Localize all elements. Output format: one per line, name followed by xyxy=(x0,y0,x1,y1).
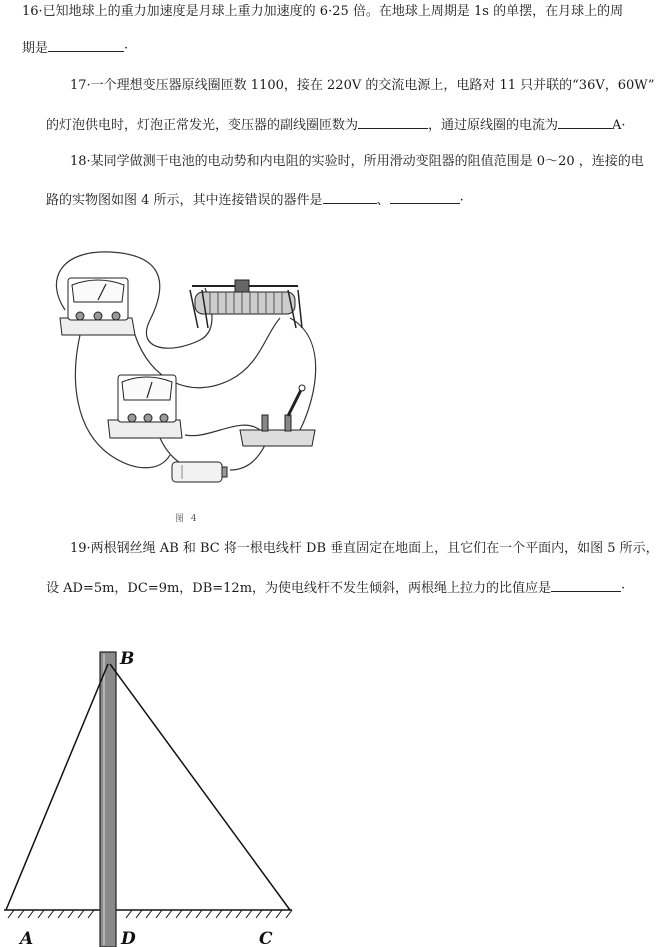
q19-line1: 19·两根钢丝绳 AB 和 BC 将一根电线杆 DB 垂直固定在地面上，且它们在一个平面内，如图 5 所示， xyxy=(70,541,659,556)
q16-line2 xyxy=(22,38,128,58)
battery xyxy=(172,462,227,482)
ammeter xyxy=(60,278,135,335)
q18-line2-prefix: 路的实物图如图 4 所示，其中连接错误的器件是 xyxy=(46,193,323,208)
q18-line2 xyxy=(46,190,464,210)
label-b: B xyxy=(120,649,135,669)
figure-5-pole-diagram xyxy=(0,640,320,947)
q17-line2 xyxy=(46,115,626,135)
figure-4-circuit xyxy=(40,240,340,500)
q19-line2-prefix: 设 AD=5m，DC=9m，DB=12m，为使电线杆不发生倾斜，两根绳上拉力的比值应是 xyxy=(46,581,552,596)
wire-rheostat-right xyxy=(290,318,316,430)
q18-line1: 18·某同学做测干电池的电动势和内电阻的实验时，所用滑动变阻器的阻值范围是 0～20 ，连接的电 xyxy=(70,154,644,169)
q19-line2-suffix: · xyxy=(621,581,626,596)
q17-answer-blank-2[interactable] xyxy=(558,115,612,129)
q18-answer-blank-2[interactable] xyxy=(390,190,460,204)
q18-answer-blank-1[interactable] xyxy=(323,190,377,204)
q17-line2-middle: ，通过原线圈的电流为 xyxy=(428,118,559,133)
ground-hatching xyxy=(8,910,292,918)
q16-answer-blank[interactable] xyxy=(48,38,124,52)
q17-line2-suffix: A· xyxy=(612,118,626,133)
q18-line2-suffix: · xyxy=(459,193,464,208)
q19-line2 xyxy=(46,578,625,598)
label-c: C xyxy=(259,929,273,947)
pole-db xyxy=(100,652,116,947)
q16-line1: 16·已知地球上的重力加速度是月球上重力加速度的 6·25 倍。在地球上周期是 1s 的单摆，在月球上的周 xyxy=(22,4,624,19)
wire-battery-switch xyxy=(230,445,265,470)
voltmeter xyxy=(108,375,182,438)
q16-line2-suffix: · xyxy=(124,41,129,56)
label-d: D xyxy=(121,929,136,947)
label-a: A xyxy=(20,929,34,947)
figure-4-caption: 图 4 xyxy=(175,514,199,524)
q17-line1: 17·一个理想变压器原线圈匝数 1100，接在 220V 的交流电源上，电路对 11 只并联的“36V，60W” xyxy=(70,78,655,93)
q19-answer-blank[interactable] xyxy=(551,578,621,592)
q16-line2-prefix: 期是 xyxy=(22,41,49,56)
rheostat xyxy=(190,280,302,328)
q18-line2-middle: 、 xyxy=(376,193,390,208)
cable-ab xyxy=(6,664,108,910)
q17-answer-blank-1[interactable] xyxy=(358,115,428,129)
cable-bc xyxy=(110,664,290,910)
knife-switch xyxy=(240,385,315,446)
q17-line2-prefix: 的灯泡供电时，灯泡正常发光，变压器的副线圈匝数为 xyxy=(46,118,359,133)
